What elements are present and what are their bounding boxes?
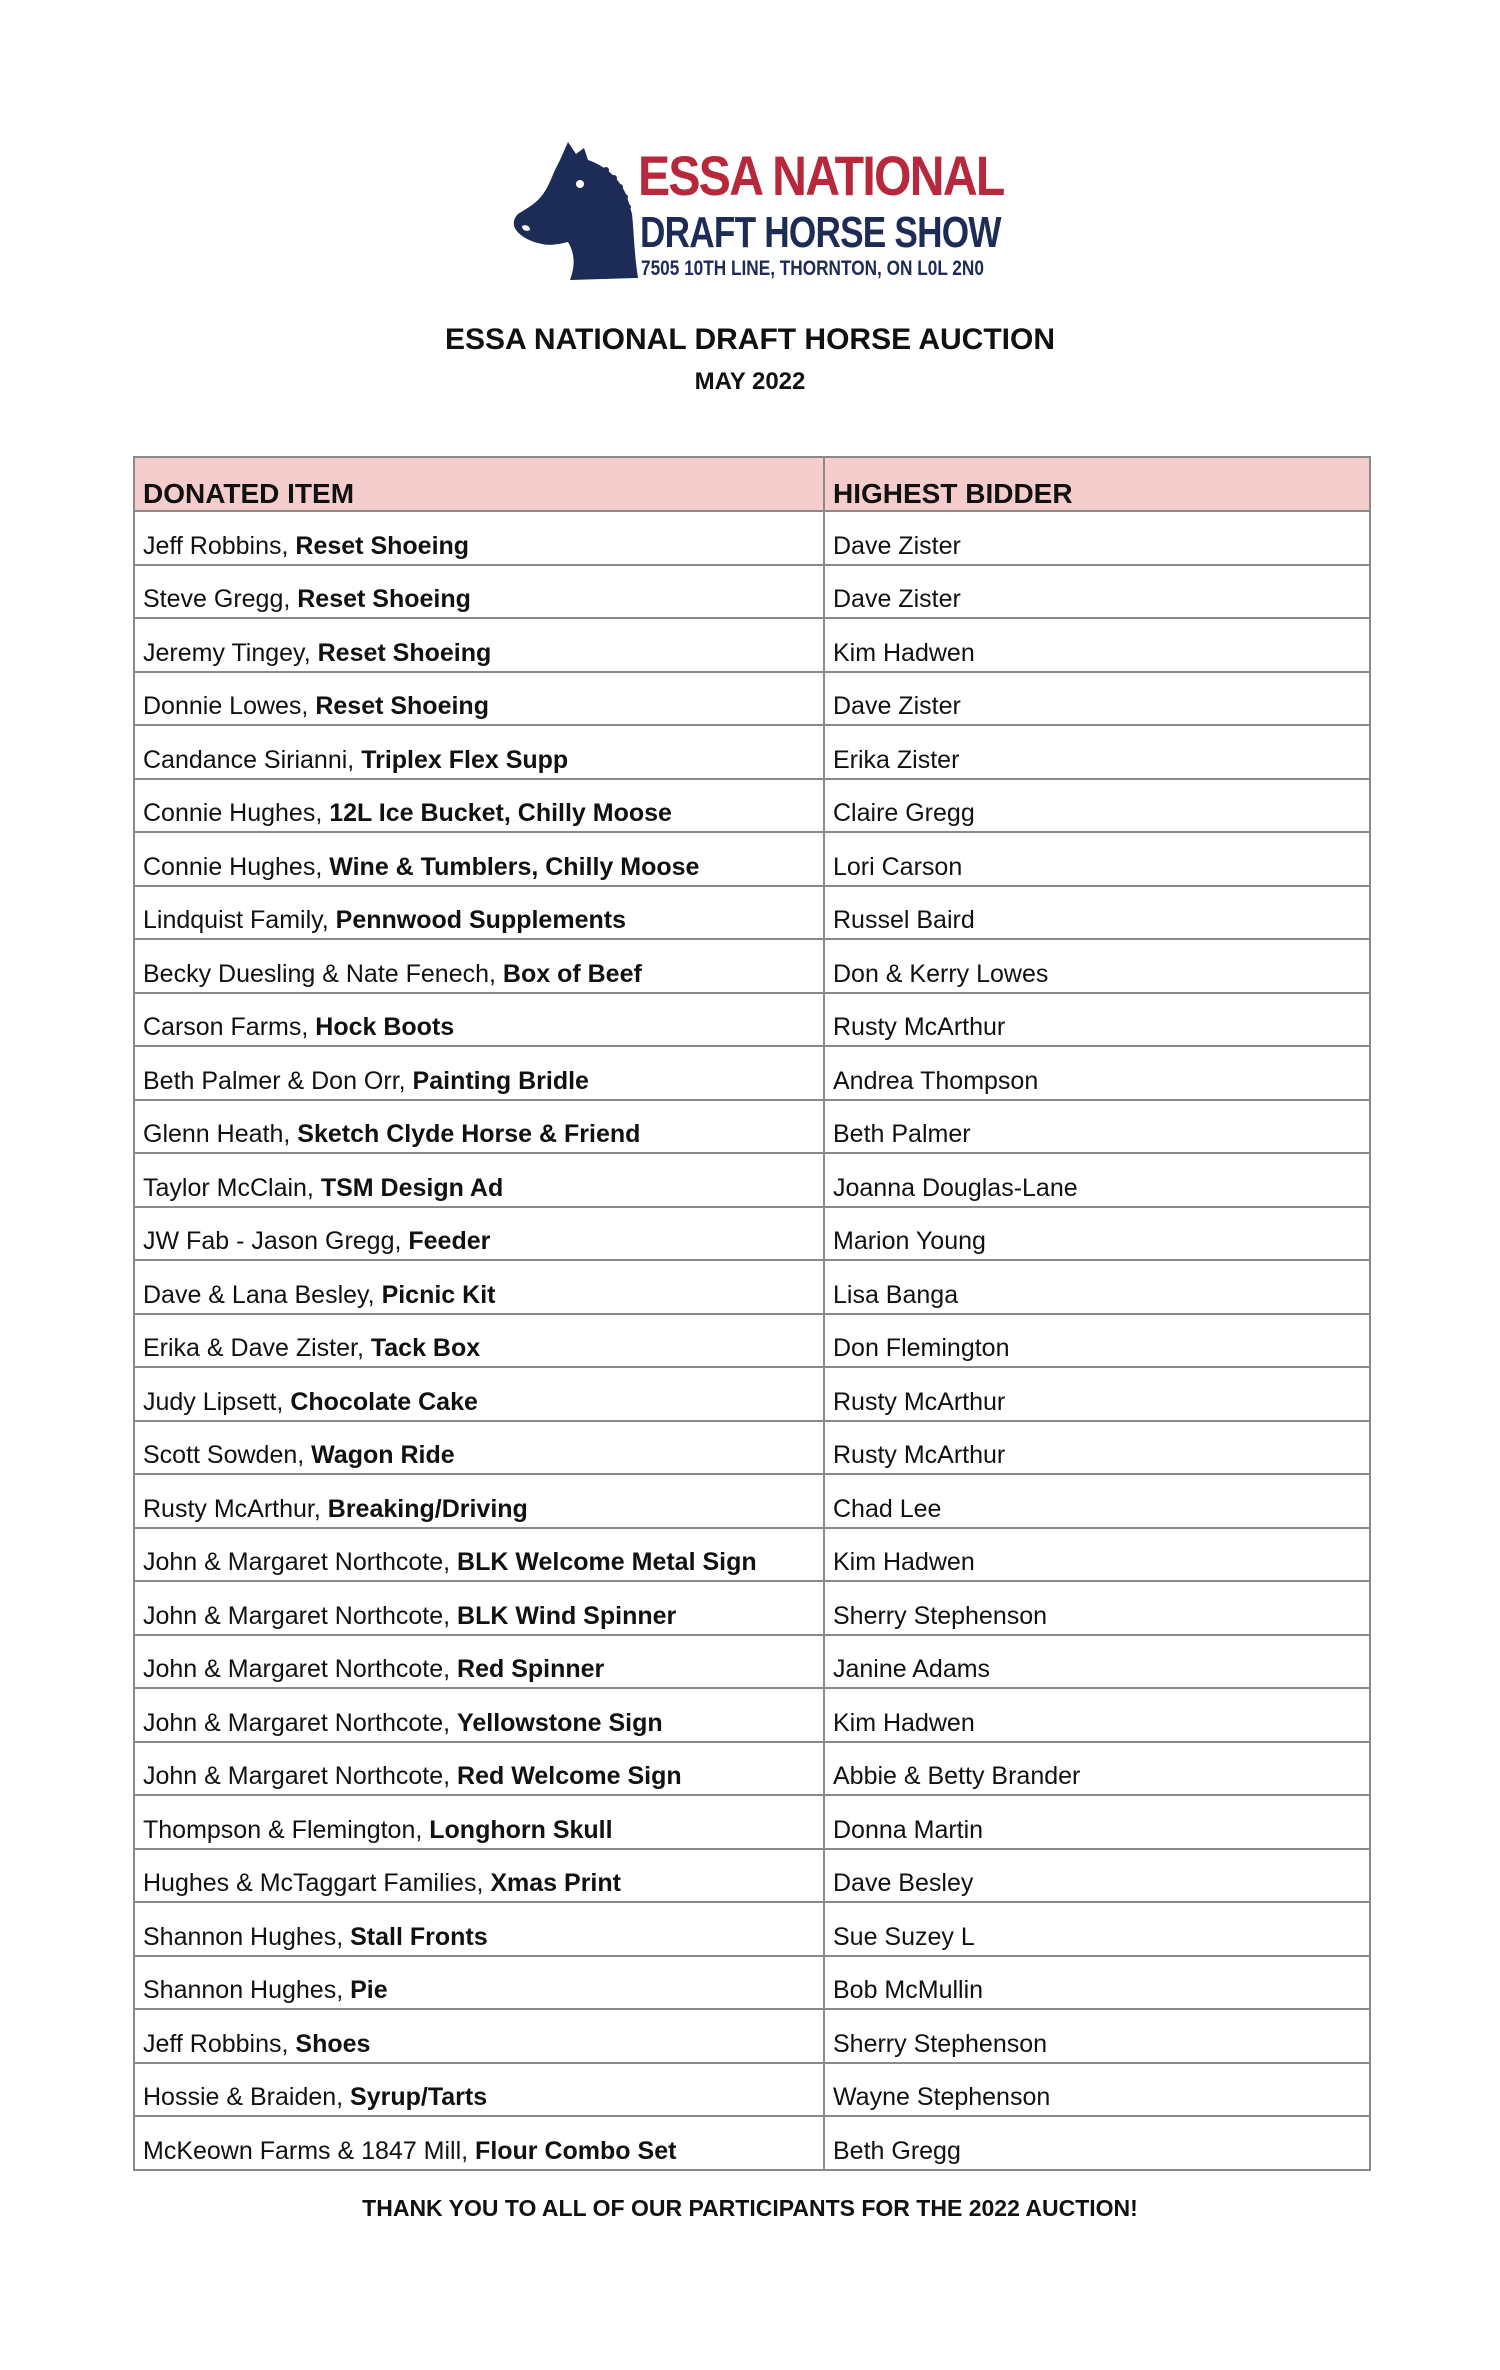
donor-name: Becky Duesling & Nate Fenech, bbox=[143, 959, 503, 988]
donor-name: Shannon Hughes, bbox=[143, 1976, 351, 2004]
donated-item-cell bbox=[134, 993, 824, 1047]
horse-head-icon bbox=[510, 140, 640, 285]
donor-name: Candance Sirianni, bbox=[143, 745, 362, 774]
highest-bidder-cell: Lori Carson bbox=[824, 832, 1370, 886]
donor-name: John & Margaret Northcote, bbox=[143, 1655, 458, 1683]
table-row bbox=[134, 1635, 1370, 1689]
highest-bidder-cell: Rusty McArthur bbox=[824, 1421, 1370, 1475]
table-row bbox=[134, 725, 1370, 779]
logo-address: 7505 10TH LINE, THORNTON, ON L0L 2N0 bbox=[641, 257, 984, 280]
donated-item-cell bbox=[134, 2063, 824, 2117]
item-title: Pennwood Supplements bbox=[335, 906, 626, 934]
donor-name: Hossie & Braiden, bbox=[143, 2083, 351, 2111]
item-title: Box of Beef bbox=[502, 959, 642, 988]
donor-name: Carson Farms, bbox=[143, 1013, 316, 1041]
highest-bidder-cell: Sue Suzey L bbox=[824, 1902, 1370, 1956]
auction-results-table bbox=[133, 456, 1371, 2171]
donor-name: Rusty McArthur, bbox=[143, 1494, 328, 1523]
donated-item-cell bbox=[134, 2116, 824, 2170]
table-row bbox=[134, 1795, 1370, 1849]
highest-bidder-cell: Kim Hadwen bbox=[824, 1688, 1370, 1742]
table-row bbox=[134, 1849, 1370, 1903]
highest-bidder-cell: Kim Hadwen bbox=[824, 618, 1370, 672]
table-row bbox=[134, 1046, 1370, 1100]
donated-item-cell bbox=[134, 1421, 824, 1475]
item-title: Yellowstone Sign bbox=[457, 1708, 663, 1737]
donated-item-cell bbox=[134, 1849, 824, 1903]
table-row bbox=[134, 2116, 1370, 2170]
donated-item-cell bbox=[134, 1742, 824, 1796]
donor-name: John & Margaret Northcote, bbox=[143, 1762, 458, 1790]
header-highest-bidder: HIGHEST BIDDER bbox=[824, 457, 1370, 511]
donated-item-cell bbox=[134, 565, 824, 619]
donor-name: Connie Hughes, bbox=[143, 852, 330, 881]
highest-bidder-cell: Chad Lee bbox=[824, 1474, 1370, 1528]
show-logo bbox=[510, 140, 1004, 290]
highest-bidder-cell: Erika Zister bbox=[824, 725, 1370, 779]
table-row bbox=[134, 832, 1370, 886]
item-title: Reset Shoeing bbox=[317, 638, 492, 667]
item-title: BLK Welcome Metal Sign bbox=[457, 1548, 757, 1576]
highest-bidder-cell: Andrea Thompson bbox=[824, 1046, 1370, 1100]
donated-item-cell bbox=[134, 832, 824, 886]
highest-bidder-cell: Beth Palmer bbox=[824, 1100, 1370, 1154]
table-row bbox=[134, 2009, 1370, 2063]
item-title: Chocolate Cake bbox=[290, 1387, 478, 1416]
donor-name: Jeff Robbins, bbox=[143, 531, 296, 560]
highest-bidder-cell: Dave Besley bbox=[824, 1849, 1370, 1903]
donor-name: Scott Sowden, bbox=[143, 1441, 312, 1469]
item-title: Pie bbox=[350, 1976, 388, 2004]
table-row bbox=[134, 1153, 1370, 1207]
item-title: Red Welcome Sign bbox=[457, 1762, 682, 1790]
highest-bidder-cell: Lisa Banga bbox=[824, 1260, 1370, 1314]
highest-bidder-cell: Dave Zister bbox=[824, 672, 1370, 726]
donor-name: John & Margaret Northcote, bbox=[143, 1601, 458, 1630]
highest-bidder-cell: Claire Gregg bbox=[824, 779, 1370, 833]
donor-name: John & Margaret Northcote, bbox=[143, 1548, 458, 1576]
item-title: Painting Bridle bbox=[412, 1066, 589, 1095]
donated-item-cell bbox=[134, 1688, 824, 1742]
logo-title: ESSA NATIONAL bbox=[638, 144, 1004, 207]
highest-bidder-cell: Don & Kerry Lowes bbox=[824, 939, 1370, 993]
table-row bbox=[134, 1207, 1370, 1261]
highest-bidder-cell: Beth Gregg bbox=[824, 2116, 1370, 2170]
item-title: Red Spinner bbox=[457, 1655, 605, 1683]
donated-item-cell bbox=[134, 1207, 824, 1261]
item-title: Hock Boots bbox=[315, 1013, 455, 1041]
donated-item-cell bbox=[134, 779, 824, 833]
donor-name: Thompson & Flemington, bbox=[143, 1815, 430, 1844]
donated-item-cell bbox=[134, 1795, 824, 1849]
table-row bbox=[134, 993, 1370, 1047]
donated-item-cell bbox=[134, 725, 824, 779]
item-title: Syrup/Tarts bbox=[350, 2083, 488, 2111]
highest-bidder-cell: Joanna Douglas-Lane bbox=[824, 1153, 1370, 1207]
donated-item-cell bbox=[134, 511, 824, 565]
donor-name: Connie Hughes, bbox=[143, 799, 330, 827]
item-title: Shoes bbox=[295, 2029, 371, 2058]
table-row bbox=[134, 672, 1370, 726]
donated-item-cell bbox=[134, 1902, 824, 1956]
donated-item-cell bbox=[134, 939, 824, 993]
donated-item-cell bbox=[134, 886, 824, 940]
donated-item-cell bbox=[134, 1581, 824, 1635]
highest-bidder-cell: Rusty McArthur bbox=[824, 993, 1370, 1047]
table-row bbox=[134, 1260, 1370, 1314]
item-title: Breaking/Driving bbox=[327, 1494, 528, 1523]
donated-item-cell bbox=[134, 1260, 824, 1314]
donor-name: Glenn Heath, bbox=[143, 1120, 298, 1148]
donor-name: Shannon Hughes, bbox=[143, 1922, 351, 1951]
donor-name: John & Margaret Northcote, bbox=[143, 1708, 458, 1737]
donated-item-cell bbox=[134, 1153, 824, 1207]
donor-name: Steve Gregg, bbox=[143, 585, 298, 613]
item-title: Wine & Tumblers, Chilly Moose bbox=[329, 852, 700, 881]
donated-item-cell bbox=[134, 1100, 824, 1154]
item-title: Longhorn Skull bbox=[429, 1815, 613, 1844]
donor-name: Taylor McClain, bbox=[143, 1173, 321, 1202]
donor-name: Jeremy Tingey, bbox=[143, 638, 318, 667]
table-row bbox=[134, 779, 1370, 833]
table-row bbox=[134, 886, 1370, 940]
donor-name: Jeff Robbins, bbox=[143, 2029, 296, 2058]
item-title: Stall Fronts bbox=[350, 1922, 488, 1951]
highest-bidder-cell: Abbie & Betty Brander bbox=[824, 1742, 1370, 1796]
table-row bbox=[134, 1474, 1370, 1528]
table-row bbox=[134, 1742, 1370, 1796]
highest-bidder-cell: Wayne Stephenson bbox=[824, 2063, 1370, 2117]
table-row bbox=[134, 939, 1370, 993]
donated-item-cell bbox=[134, 1528, 824, 1582]
item-title: Xmas Print bbox=[490, 1869, 621, 1897]
highest-bidder-cell: Dave Zister bbox=[824, 565, 1370, 619]
item-title: Reset Shoeing bbox=[297, 585, 471, 613]
item-title: Reset Shoeing bbox=[295, 531, 470, 560]
table-row bbox=[134, 1367, 1370, 1421]
table-row bbox=[134, 1581, 1370, 1635]
table-row bbox=[134, 1902, 1370, 1956]
donor-name: McKeown Farms & 1847 Mill, bbox=[143, 2136, 476, 2165]
donor-name: Hughes & McTaggart Families, bbox=[143, 1869, 491, 1897]
donor-name: JW Fab - Jason Gregg, bbox=[143, 1227, 409, 1255]
item-title: Tack Box bbox=[370, 1334, 481, 1362]
item-title: TSM Design Ad bbox=[320, 1173, 504, 1202]
table-row bbox=[134, 1528, 1370, 1582]
table-row bbox=[134, 565, 1370, 619]
highest-bidder-cell: Janine Adams bbox=[824, 1635, 1370, 1689]
table-row bbox=[134, 1956, 1370, 2010]
item-title: 12L Ice Bucket, Chilly Moose bbox=[329, 799, 672, 827]
header-donated-item: DONATED ITEM bbox=[134, 457, 824, 511]
table-row bbox=[134, 618, 1370, 672]
highest-bidder-cell: Marion Young bbox=[824, 1207, 1370, 1261]
item-title: Picnic Kit bbox=[381, 1280, 496, 1309]
logo-subtitle: DRAFT HORSE SHOW bbox=[640, 208, 1001, 257]
table-row bbox=[134, 1314, 1370, 1368]
highest-bidder-cell: Sherry Stephenson bbox=[824, 1581, 1370, 1635]
item-title: Sketch Clyde Horse & Friend bbox=[297, 1120, 641, 1148]
donated-item-cell bbox=[134, 1046, 824, 1100]
highest-bidder-cell: Kim Hadwen bbox=[824, 1528, 1370, 1582]
item-title: Wagon Ride bbox=[311, 1441, 455, 1469]
table-body bbox=[134, 511, 1370, 2170]
donor-name: Dave & Lana Besley, bbox=[143, 1280, 382, 1309]
donor-name: Beth Palmer & Don Orr, bbox=[143, 1066, 413, 1095]
table-row bbox=[134, 1688, 1370, 1742]
item-title: BLK Wind Spinner bbox=[457, 1601, 677, 1630]
highest-bidder-cell: Donna Martin bbox=[824, 1795, 1370, 1849]
highest-bidder-cell: Don Flemington bbox=[824, 1314, 1370, 1368]
item-title: Reset Shoeing bbox=[315, 692, 489, 720]
donor-name: Donnie Lowes, bbox=[143, 692, 316, 720]
donated-item-cell bbox=[134, 2009, 824, 2063]
highest-bidder-cell: Sherry Stephenson bbox=[824, 2009, 1370, 2063]
donated-item-cell bbox=[134, 672, 824, 726]
table-row bbox=[134, 511, 1370, 565]
donated-item-cell bbox=[134, 1474, 824, 1528]
highest-bidder-cell: Dave Zister bbox=[824, 511, 1370, 565]
table-row bbox=[134, 2063, 1370, 2117]
table-row bbox=[134, 1100, 1370, 1154]
thank-you-footer: THANK YOU TO ALL OF OUR PARTICIPANTS FOR THE 2022 AUCTION! bbox=[362, 2195, 1138, 2221]
donated-item-cell bbox=[134, 1635, 824, 1689]
highest-bidder-cell: Rusty McArthur bbox=[824, 1367, 1370, 1421]
document-title: ESSA NATIONAL DRAFT HORSE AUCTION bbox=[444, 323, 1055, 356]
donor-name: Erika & Dave Zister, bbox=[143, 1334, 371, 1362]
donated-item-cell bbox=[134, 1314, 824, 1368]
highest-bidder-cell: Bob McMullin bbox=[824, 1956, 1370, 2010]
document-date: MAY 2022 bbox=[694, 368, 806, 395]
highest-bidder-cell: Russel Baird bbox=[824, 886, 1370, 940]
table-header-row bbox=[134, 457, 1370, 511]
donated-item-cell bbox=[134, 1956, 824, 2010]
item-title: Flour Combo Set bbox=[475, 2136, 677, 2165]
donor-name: Judy Lipsett, bbox=[143, 1387, 291, 1416]
donor-name: Lindquist Family, bbox=[143, 906, 336, 934]
item-title: Feeder bbox=[408, 1227, 491, 1255]
item-title: Triplex Flex Supp bbox=[361, 745, 569, 774]
table-row bbox=[134, 1421, 1370, 1475]
donated-item-cell bbox=[134, 618, 824, 672]
donated-item-cell bbox=[134, 1367, 824, 1421]
